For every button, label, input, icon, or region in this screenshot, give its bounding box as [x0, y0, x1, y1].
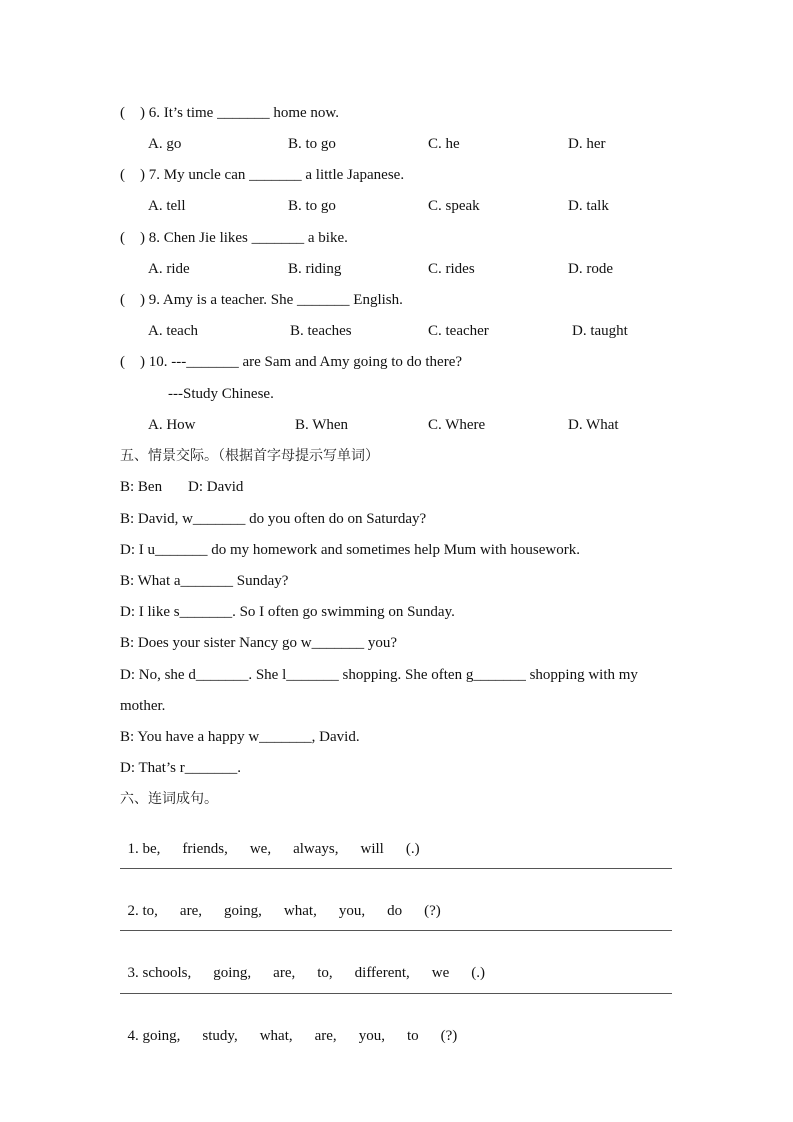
dialogue-line: D: I u_______ do my homework and sometimes help Mum with housework.	[120, 542, 580, 558]
word: (?)	[424, 903, 441, 919]
section-5-title: 五、情景交际。（根据首字母提示写单词）	[120, 448, 379, 464]
word: we	[431, 965, 450, 981]
q6-option-d: D. her	[568, 136, 606, 152]
dialogue-line: D: That’s r_______.	[120, 760, 241, 776]
q6-option-c: C. he	[428, 136, 460, 152]
question-10-stem: ( ) 10. ---_______ are Sam and Amy going to do there?	[120, 354, 463, 370]
q7-option-d: D. talk	[568, 198, 609, 214]
word: different,	[354, 965, 410, 981]
role-david: D: David	[188, 479, 244, 495]
word: are,	[273, 965, 296, 981]
q9-option-c: C. teacher	[428, 323, 489, 339]
question-6-stem: ( ) 6. It’s time _______ home now.	[120, 105, 340, 121]
word: going,	[223, 903, 262, 919]
dialogue-line: B: You have a happy w_______, David.	[120, 729, 360, 745]
q10-option-d: D. What	[568, 417, 619, 433]
word: (?)	[440, 1028, 458, 1044]
word: 2. to,	[127, 903, 158, 919]
answer-line-3[interactable]	[120, 993, 672, 994]
word-order-item-1	[120, 822, 442, 858]
word: always,	[293, 841, 339, 857]
dialogue-line: B: David, w_______ do you often do on Saturday?	[120, 511, 427, 527]
word: (.)	[471, 965, 486, 981]
q10-option-a: A. How	[148, 417, 196, 433]
dialogue-line: B: Does your sister Nancy go w_______ you?	[120, 635, 398, 651]
word: you,	[338, 903, 366, 919]
word: (.)	[405, 841, 420, 857]
q6-option-b: B. to go	[288, 136, 336, 152]
dialogue-line: D: I like s_______. So I often go swimming on Sunday.	[120, 604, 455, 620]
q7-option-c: C. speak	[428, 198, 480, 214]
word: are,	[179, 903, 202, 919]
word: 3. schools,	[127, 965, 192, 981]
word: to,	[317, 965, 333, 981]
word: what,	[259, 1028, 293, 1044]
question-9-stem: ( ) 9. Amy is a teacher. She _______ English.	[120, 292, 403, 308]
role-ben: B: Ben	[120, 479, 163, 495]
word: 1. be,	[127, 841, 161, 857]
word-order-item-4	[120, 1009, 479, 1045]
word-order-item-2	[120, 884, 463, 920]
word: to	[406, 1028, 419, 1044]
word: you,	[358, 1028, 385, 1044]
q8-option-a: A. ride	[148, 261, 190, 277]
dialogue-line: D: No, she d_______. She l_______ shopping. She often g_______ shopping with my	[120, 667, 638, 683]
q6-option-a: A. go	[148, 136, 182, 152]
dialogue-line: B: What a_______ Sunday?	[120, 573, 289, 589]
word: study,	[202, 1028, 238, 1044]
word: will	[360, 841, 384, 857]
word: what,	[283, 903, 317, 919]
question-8-stem: ( ) 8. Chen Jie likes _______ a bike.	[120, 230, 348, 246]
q8-option-b: B. riding	[288, 261, 342, 277]
word: 4. going,	[127, 1028, 181, 1044]
word-order-item-3	[120, 946, 507, 982]
section-6-title: 六、连词成句。	[120, 791, 218, 807]
word: friends,	[182, 841, 228, 857]
q8-option-c: C. rides	[428, 261, 475, 277]
q9-option-a: A. teach	[148, 323, 198, 339]
word: we,	[249, 841, 272, 857]
word: are,	[314, 1028, 337, 1044]
q9-option-b: B. teaches	[290, 323, 352, 339]
word: do	[387, 903, 403, 919]
word: going,	[213, 965, 252, 981]
q9-option-d: D. taught	[572, 323, 628, 339]
answer-line-2[interactable]	[120, 930, 672, 931]
q8-option-d: D. rode	[568, 261, 613, 277]
q7-option-a: A. tell	[148, 198, 186, 214]
q10-answer-line: ---Study Chinese.	[168, 386, 274, 402]
q7-option-b: B. to go	[288, 198, 336, 214]
answer-line-1[interactable]	[120, 868, 672, 869]
question-7-stem: ( ) 7. My uncle can _______ a little Japanese.	[120, 167, 405, 183]
dialogue-line: mother.	[120, 698, 166, 714]
q10-option-c: C. Where	[428, 417, 486, 433]
q10-option-b: B. When	[295, 417, 349, 433]
